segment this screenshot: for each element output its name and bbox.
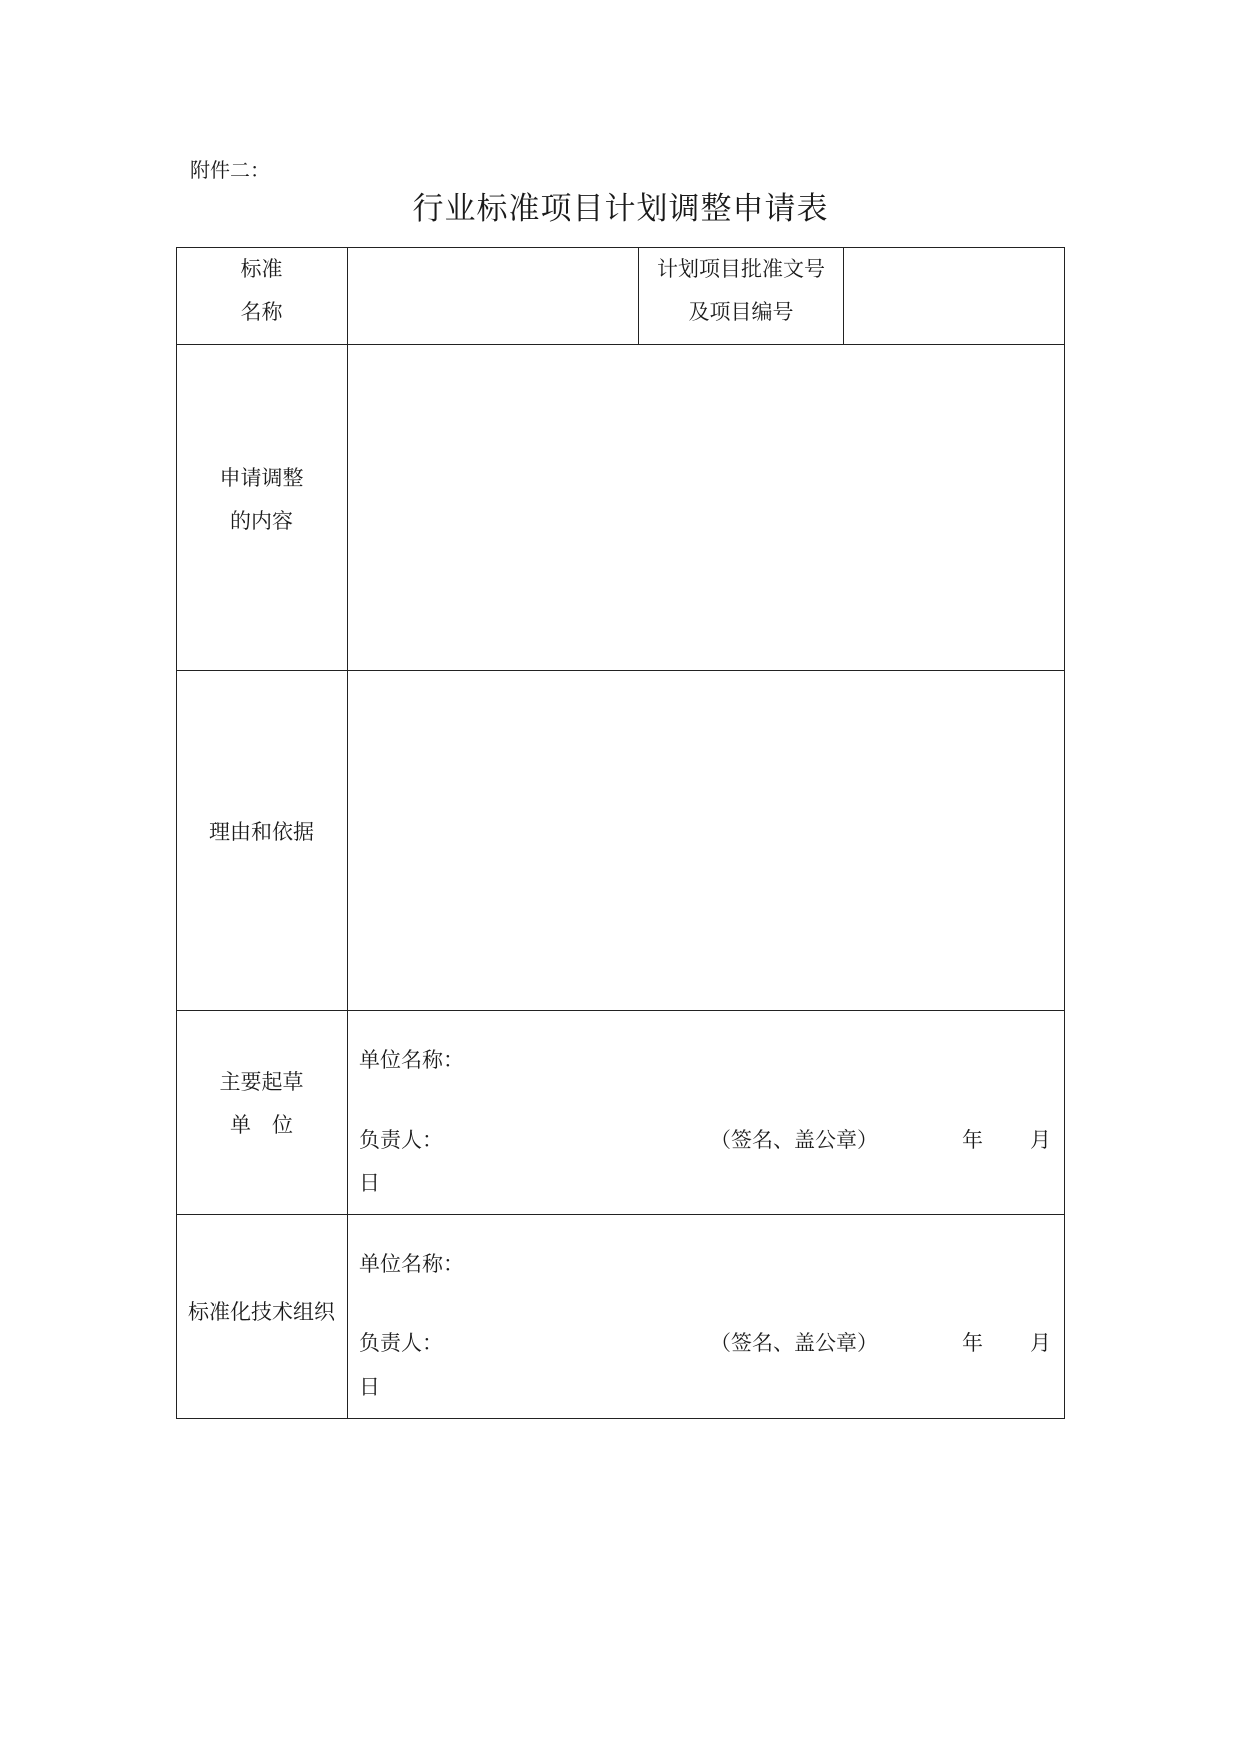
standard-name-field[interactable] — [348, 248, 638, 344]
adjustment-content-label: 申请调整 的内容 — [219, 466, 304, 533]
tech-org-label: 标准化技术组织 — [188, 1300, 335, 1324]
tech-org-year: 年 — [962, 1331, 983, 1355]
adjustment-content-field[interactable] — [348, 345, 1064, 670]
row-divider — [176, 1214, 1065, 1215]
tech-org-month: 月 — [1030, 1331, 1051, 1355]
attachment-label: 附件二： — [190, 158, 270, 182]
form-title: 行业标准项目计划调整申请表 — [412, 191, 829, 227]
drafting-unit-label: 主要起草 单 位 — [219, 1070, 304, 1137]
tech-org-sign-note: （签名、盖公章） — [710, 1331, 878, 1355]
drafting-unit-person-label: 负责人： — [359, 1128, 443, 1152]
drafting-unit-month: 月 — [1030, 1128, 1051, 1152]
drafting-unit-day: 日 — [359, 1171, 380, 1195]
tech-org-person-label: 负责人： — [359, 1331, 443, 1355]
approval-number-field[interactable] — [844, 248, 1064, 344]
reason-basis-field[interactable] — [348, 671, 1064, 1010]
tech-org-unit-name-label: 单位名称： — [359, 1252, 464, 1276]
drafting-unit-sign-note: （签名、盖公章） — [710, 1128, 878, 1152]
reason-basis-label: 理由和依据 — [209, 820, 314, 844]
approval-number-label: 计划项目批准文号 及项目编号 — [657, 257, 825, 324]
drafting-unit-year: 年 — [962, 1128, 983, 1152]
tech-org-day: 日 — [359, 1375, 380, 1399]
drafting-unit-name-label: 单位名称： — [359, 1048, 464, 1072]
standard-name-label: 标准 名称 — [240, 257, 283, 324]
row-divider — [176, 1010, 1065, 1011]
